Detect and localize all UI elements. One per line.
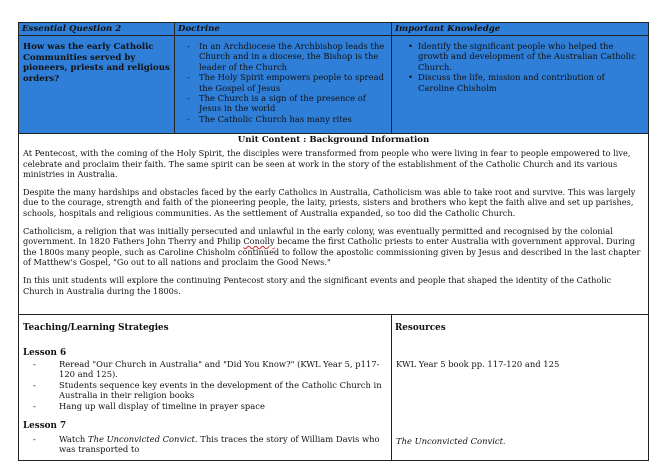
unit-plan-table [18, 22, 649, 461]
lesson-7-list [19, 434, 391, 455]
unit-content-row [19, 134, 649, 315]
spellcheck-word: Conolly [243, 236, 275, 247]
paragraph-3-start: Catholicism, a religion that was initially persecuted and unlawful in the early colony, was eventually permitted and recognised by the colonial government. In 1820 Fathers John Therry and Philip [23, 225, 613, 247]
overview-row [19, 36, 649, 134]
background-paragraph-4: In this unit students will explore the continuing Pentecost story and the significant events and people that shaped the identity of the Catholic Church in Australia during the 1800s. [23, 274, 612, 296]
resources-cell [392, 315, 649, 461]
lesson-7-end: . This traces the story of William Davis who was transported to [59, 434, 380, 455]
essential-question-text: How was the early Catholic Communities served by pioneers, priests and religious orders? [23, 42, 170, 84]
doctrine-header: Doctrine [175, 23, 392, 36]
background-paragraph-2: Despite the many hardships and obstacles faced by the early Catholics in Australia, Catholicism was able to take root and survive. This was largely due to the courage, strength and faith of the pioneering people, the laity, priests, sisters and brothers who kept the faith alive and set up parishes, schools, hospitals and religious communities. As the settlement of Australia expanded, so too did the Catholic Church. [23, 186, 636, 218]
lesson-7-start: Watch [59, 434, 88, 445]
knowledge-item: • Discuss the life, mission and contribution of Caroline Chisholm [392, 72, 648, 93]
unit-content-cell [19, 134, 649, 315]
lesson-6-item: - Students sequence key events in the development of the Catholic Church in Australia in their religion books [19, 380, 391, 401]
doctrine-item: - In an Archdiocese the Archbishop leads the Church and in a diocese, the Bishop is the leader of the Church [175, 41, 391, 72]
lesson-6-list [19, 359, 391, 411]
knowledge-item: • Identify the significant people who helped the growth and development of the Australian Catholic Church. [392, 41, 648, 72]
lesson-6-heading: Lesson 6 [23, 348, 67, 358]
knowledge-cell [392, 36, 649, 134]
lesson-6-item: - Reread "Our Church in Australia" and "Did You Know?" (KWL Year 5, p117-120 and 125). [19, 359, 391, 380]
doctrine-item: - The Catholic Church has many rites [175, 114, 391, 124]
doctrine-item: - The Church is a sign of the presence of Jesus in the world [175, 93, 391, 114]
background-paragraph-1: At Pentecost, with the coming of the Holy Spirit, the disciples were transformed from people who were living in fear to people empowered to live, celebrate and proclaim their faith. The same spirit can be seen at work in the story of the establishment of the Catholic Church and its various ministries in Australia. [23, 148, 631, 180]
strategies-cell [19, 315, 392, 461]
strategies-title: Teaching/Learning Strategies [23, 323, 169, 333]
essential-question-header: Essential Question 2 [19, 23, 175, 36]
lesson-6-item: - Hang up wall display of timeline in prayer space [19, 401, 391, 411]
unit-content-title: Unit Content : Background Information [237, 135, 430, 145]
background-paragraph-3 [23, 226, 644, 268]
film-title: The Unconvicted Convict [87, 434, 195, 445]
knowledge-list [392, 41, 648, 93]
essential-question-cell [19, 36, 175, 134]
doctrine-list [175, 41, 391, 124]
doctrine-cell [175, 36, 392, 134]
resources-title: Resources [395, 323, 446, 333]
resource-item-film: The Unconvicted Convict. [396, 436, 506, 446]
lesson-7-item [19, 434, 391, 455]
paragraph-3-end: became the first Catholic priests to enter Australia with government approval. During the 1800s many people, such as Caroline Chisholm continued to follow the apostolic commissioning given by Jesus and described in the last chapter of Matthew's Gospel, "Go out to all nations and proclaim the Good News." [23, 236, 641, 268]
knowledge-header: Important Knowledge [392, 23, 649, 36]
doctrine-item: - The Holy Spirit empowers people to spread the Gospel of Jesus [175, 72, 391, 93]
header-row [19, 23, 649, 36]
strategies-row [19, 315, 649, 461]
lesson-7-heading: Lesson 7 [23, 421, 67, 432]
resource-item: KWL Year 5 book pp. 117-120 and 125 [396, 359, 560, 369]
